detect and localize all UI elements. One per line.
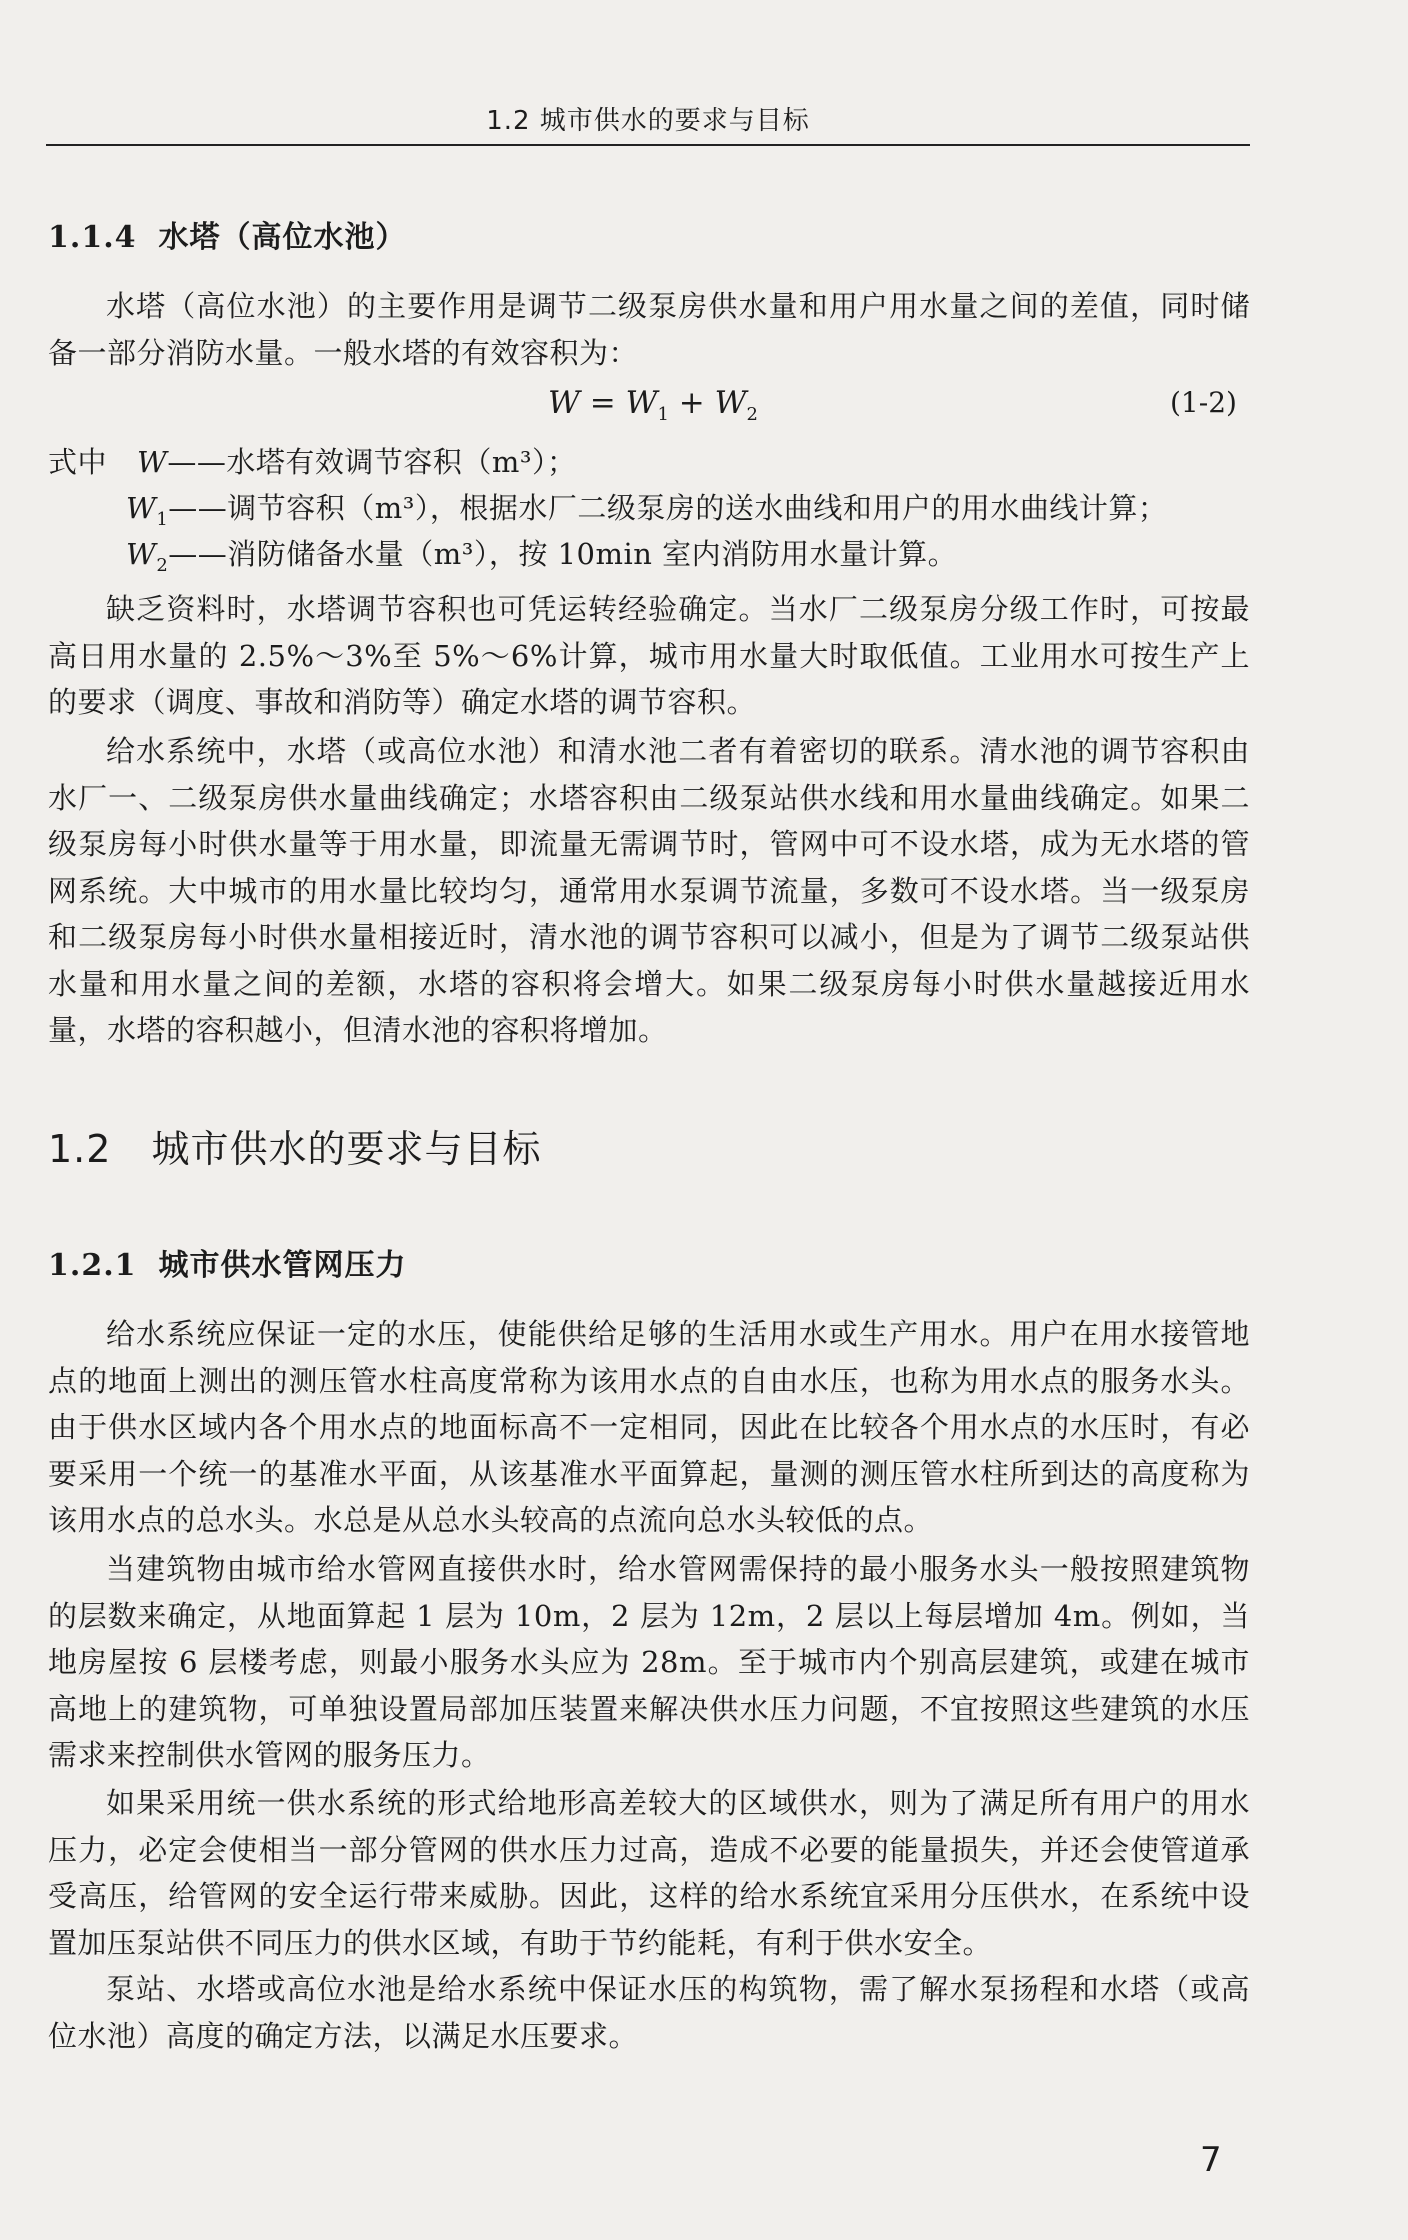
formula-w1: W: [625, 385, 658, 421]
definition-symbol: W: [137, 445, 168, 479]
formula-w: W: [548, 385, 580, 421]
paragraph-pressure-structures: 泵站、水塔或高位水池是给水系统中保证水压的构筑物，需了解水泵扬程和水塔（或高位水池）高度的确定方法，以满足水压要求。: [48, 1972, 1250, 2053]
definition-text: ——调节容积（m³），根据水厂二级泵房的送水曲线和用户的用水曲线计算；: [168, 491, 1168, 525]
running-head: 1.2 城市供水的要求与目标: [486, 106, 810, 136]
definition-text: ——水塔有效调节容积（m³）；: [167, 445, 577, 479]
paragraph-water-pressure: 给水系统应保证一定的水压，使能供给足够的生活用水或生产用水。用户在用水接管地点的地面上测出的测压管水柱高度常称为该用水点的自由水压，也称为用水点的服务水头。由于供水区域内各个用水点的地面标高不一定相同，因此在比较各个用水点的水压时，有必要采用一个统一的基准水平面，从该基准水平面算起，量测的测压管水柱所到达的高度称为该用水点的总水头。水总是从总水头较高的点流向总水头较低的点。: [48, 1317, 1250, 1537]
section-heading-1-2-1: [48, 1240, 407, 1284]
definition-w: [48, 440, 576, 481]
formula-w1-subscript: 1: [657, 404, 669, 426]
paragraph-zoned-supply: 如果采用统一供水系统的形式给地形高差较大的区域供水，则为了满足所有用户的用水压力，必定会使相当一部分管网的供水压力过高，造成不必要的能量损失，并还会使管道承受高压，给管网的安全运行带来威胁。因此，这样的给水系统宜采用分压供水，在系统中设置加压泵站供不同压力的供水区域，有助于节约能耗，有利于供水安全。: [48, 1786, 1250, 1960]
paragraph-data-lacking: 缺乏资料时，水塔调节容积也可凭运转经验确定。当水厂二级泵房分级工作时，可按最高日用水量的 2.5%～3%至 5%～6%计算，城市用水量大时取低值。工业用水可按生产上的要求（调度、事故和消防等）确定水塔的调节容积。: [48, 592, 1250, 719]
header-rule: [46, 144, 1250, 146]
page-number: 7: [1200, 2140, 1222, 2180]
definition-prefix: 式中: [48, 445, 108, 479]
equation-number: (1-2): [1170, 386, 1237, 419]
definition-symbol: W: [126, 491, 157, 525]
section-title: 水塔（高位水池）: [158, 220, 407, 255]
definition-symbol: W: [126, 537, 157, 571]
section-number: 1.2.1: [48, 1248, 137, 1283]
section-number: 1.1.4: [48, 220, 137, 255]
paragraph-water-tower-intro: 水塔（高位水池）的主要作用是调节二级泵房供水量和用户用水量之间的差值，同时储备一部分消防水量。一般水塔的有效容积为：: [48, 289, 1250, 370]
section-heading-1-1-4: [48, 212, 407, 256]
section-title: 城市供水管网压力: [158, 1248, 407, 1283]
paragraph-tower-and-clear-well: 给水系统中，水塔（或高位水池）和清水池二者有着密切的联系。清水池的调节容积由水厂一、二级泵房供水量曲线确定；水塔容积由二级泵站供水线和用水量曲线确定。如果二级泵房每小时供水量等于用水量，即流量无需调节时，管网中可不设水塔，成为无水塔的管网系统。大中城市的用水量比较均匀，通常用水泵调节流量，多数可不设水塔。当一级泵房和二级泵房每小时供水量相接近时，清水池的调节容积可以减小，但是为了调节二级泵站供水量和用水量之间的差额，水塔的容积将会增大。如果二级泵房每小时供水量越接近用水量，水塔的容积越小，但清水池的容积将增加。: [48, 734, 1250, 1047]
formula-equals: =: [579, 385, 626, 421]
formula-plus: +: [668, 385, 715, 421]
formula-w2: W: [714, 385, 747, 421]
section-heading-1-2: [48, 1118, 541, 1173]
definition-text: ——消防储备水量（m³），按 10min 室内消防用水量计算。: [168, 537, 958, 571]
formula-1-2: [548, 385, 758, 425]
section-number: 1.2: [48, 1127, 112, 1171]
section-title: 城市供水的要求与目标: [151, 1127, 542, 1171]
paragraph-service-head: 当建筑物由城市给水管网直接供水时，给水管网需保持的最小服务水头一般按照建筑物的层数来确定，从地面算起 1 层为 10m，2 层为 12m，2 层以上每层增加 4m。例如，当地房屋按 6 层楼考虑，则最小服务水头应为 28m。至于城市内个别高层建筑，或建在城市高地上的建筑物，可单独设置局部加压装置来解决供水压力问题，不宜按照这些建筑的水压需求来控制供水管网的服务压力。: [48, 1552, 1250, 1772]
definition-subscript: 1: [156, 508, 169, 530]
definition-w2: [126, 532, 957, 576]
definition-w1: [126, 486, 1167, 530]
formula-w2-subscript: 2: [746, 404, 758, 426]
definition-subscript: 2: [156, 554, 169, 576]
